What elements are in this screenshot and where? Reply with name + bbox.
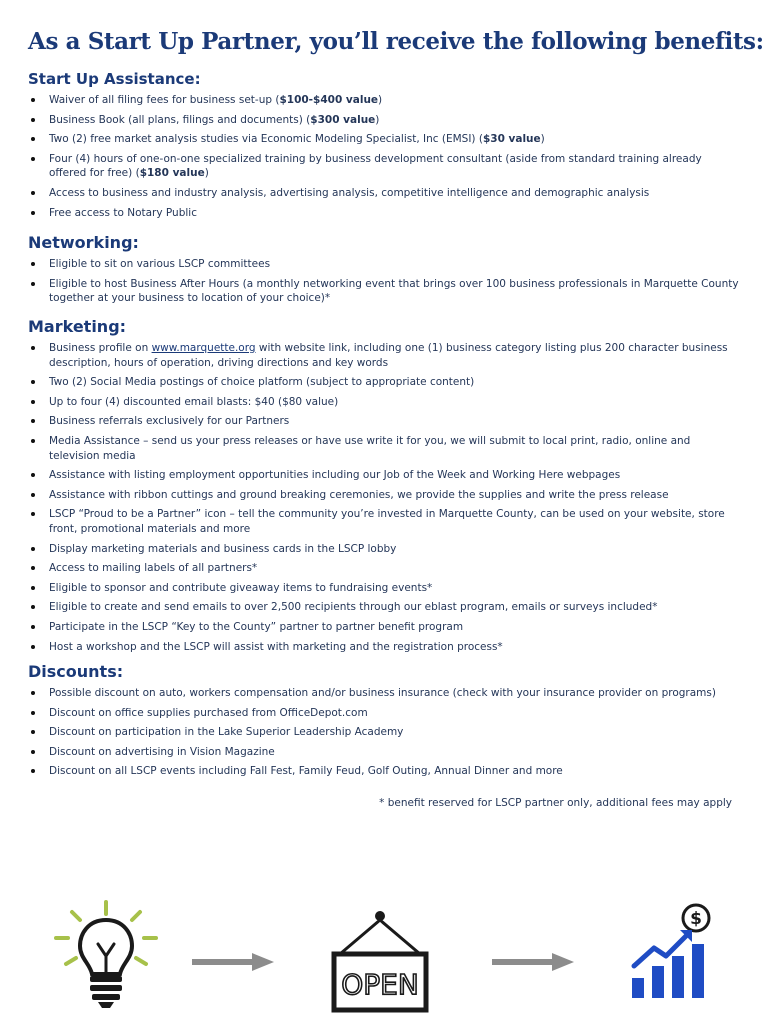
marquette-link[interactable]: www.marquette.org: [151, 342, 256, 354]
arrow-right-icon: [190, 951, 276, 973]
list-item: Business profile on www.marquette.org with website link, including one (1) business category listing plus 200 character business description, hours of operation, driving directions and key words: [28, 341, 740, 370]
list-item: Discount on all LSCP events including Fall Fest, Family Feud, Golf Outing, Annual Dinner and more: [28, 764, 740, 779]
dollar-sign-text: $: [690, 909, 702, 929]
open-sign-icon: [330, 908, 430, 1014]
list-item: Possible discount on auto, workers compensation and/or business insurance (check with your insurance provider on programs): [28, 686, 740, 701]
networking-heading: Networking:: [28, 233, 139, 252]
list-item: Eligible to host Business After Hours (a monthly networking event that brings over 100 business professionals in Marquette County together at your business to location of your choice)*: [28, 277, 740, 306]
discounts-list: [28, 686, 740, 779]
networking-section: [28, 233, 740, 311]
discounts-heading: Discounts:: [28, 662, 124, 681]
list-item: Assistance with ribbon cuttings and ground breaking ceremonies, we provide the supplies and write the press release: [28, 488, 740, 503]
page-title: As a Start Up Partner, you’ll receive the following benefits:: [28, 28, 764, 55]
arrow-right-icon: [490, 951, 576, 973]
list-item: Discount on participation in the Lake Superior Leadership Academy: [28, 725, 740, 740]
list-item: LSCP “Proud to be a Partner” icon – tell the community you’re invested in Marquette County, can be used on your website, store front, promotional materials and more: [28, 507, 740, 536]
startup-section: [28, 70, 740, 225]
list-item: Display marketing materials and business cards in the LSCP lobby: [28, 542, 740, 557]
startup-list: [28, 93, 740, 220]
list-item: Access to mailing labels of all partners*: [28, 561, 740, 576]
list-item: Participate in the LSCP “Key to the County” partner to partner benefit program: [28, 620, 740, 635]
lightbulb-icon: [52, 898, 160, 1010]
footnote: * benefit reserved for LSCP partner only, additional fees may apply: [379, 797, 732, 809]
list-item: Eligible to sit on various LSCP committees: [28, 257, 740, 272]
list-item: Up to four (4) discounted email blasts: $40 ($80 value): [28, 395, 740, 410]
growth-chart-icon: [628, 902, 718, 1000]
discounts-section: [28, 662, 740, 784]
list-item: Assistance with listing employment opportunities including our Job of the Week and Working Here webpages: [28, 468, 740, 483]
marketing-heading: Marketing:: [28, 317, 127, 336]
marketing-list: [28, 341, 740, 654]
list-item: Host a workshop and the LSCP will assist with marketing and the registration process*: [28, 640, 740, 655]
networking-list: [28, 257, 740, 306]
startup-heading: Start Up Assistance:: [28, 70, 201, 88]
list-item: Four (4) hours of one-on-one specialized training by business development consultant (aside from standard training already offered for free) ($180 value): [28, 152, 740, 181]
open-sign-text: OPEN: [341, 968, 419, 1001]
list-item: Discount on advertising in Vision Magazine: [28, 745, 740, 760]
list-item: Eligible to sponsor and contribute giveaway items to fundraising events*: [28, 581, 740, 596]
list-item: Eligible to create and send emails to over 2,500 recipients through our eblast program, emails or surveys included*: [28, 600, 740, 615]
list-item: Media Assistance – send us your press releases or have use write it for you, we will submit to local print, radio, online and television media: [28, 434, 740, 463]
list-item: Waiver of all filing fees for business set-up ($100-$400 value): [28, 93, 740, 108]
list-item: Discount on office supplies purchased from OfficeDepot.com: [28, 706, 740, 721]
list-item: Free access to Notary Public: [28, 206, 740, 221]
list-item: Business referrals exclusively for our Partners: [28, 414, 740, 429]
list-item: Access to business and industry analysis, advertising analysis, competitive intelligence and demographic analysis: [28, 186, 740, 201]
list-item: Two (2) Social Media postings of choice platform (subject to appropriate content): [28, 375, 740, 390]
list-item: Two (2) free market analysis studies via Economic Modeling Specialist, Inc (EMSI) ($30 value): [28, 132, 740, 147]
marketing-section: [28, 317, 740, 659]
list-item: Business Book (all plans, filings and documents) ($300 value): [28, 113, 740, 128]
